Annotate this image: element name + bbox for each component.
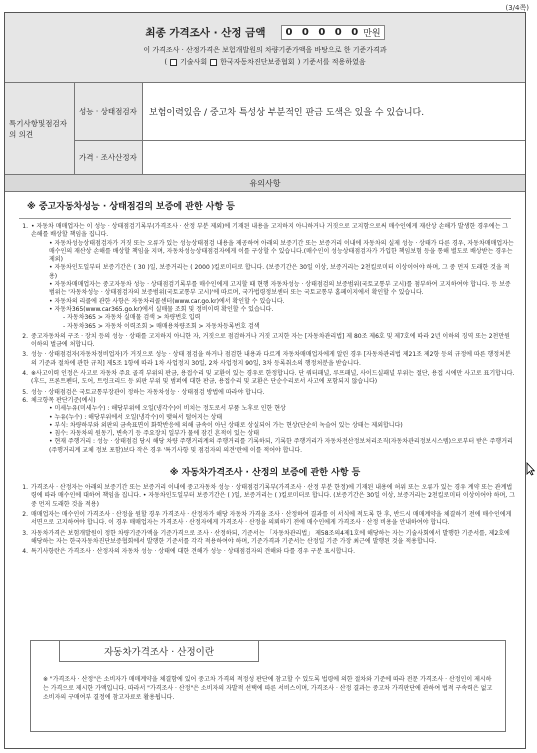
list-item: 6. 체크항목 판단기준(예시) [22,396,96,404]
list-item: 2. 매매업자는 매수인이 가격조사 · 산정을 원할 경우 가격조사 · 산정자가 해당 자동차 가격을 조사 · 산정하여 결과를 이 서식에 적도록 한 후, 반드시 매매계약을 체결하기 전에 매수인에게 서면으로 고지하여야 합니다. 이 경우 매매업자는 가격조사 · 산정자에게 가격조사 · 산정을 의뢰하기 전에 매수인에게 가격조사 · 산정 비용을 안내하여야 합니다. [22,510,512,527]
opinion-table [5,83,525,175]
list-item: • 자동차성능상태점검자가 거짓 또는 오류가 있는 성능상태점검 내용을 제공하여 아래의 보증기간 또는 보증거리 이내에 자동차의 실제 성능 · 상태가 다른 경우, 자동차매매업자는 매수인의 재산상 손해를 배상할 책임을 지며, 자동차성능상태점검자에게 이를 구상할 수 있습니다.(매수인이 성능상태점검자가 가입한 책임보험 등을 통해 별도로 배상받는 경우는 제외) [49,239,514,264]
definition-text: ※ "가격조사 · 산정"은 소비자가 매매계약을 체결함에 있어 중고차 가격의 적정성 판단에 참고할 수 있도록 법령에 의한 절차와 기준에 따라 전문 가격조사 · 산정인이 제시하는 가격으로 제시한 가액입니다. 따라서 "가격조사 · 산정"은 소비자의 자발적 선택에 따른 서비스이며, 가격조사 · 산정 결과는 중고차 가격판단에 관하여 법적 구속력은 없고 소비자의 구매여부 결정에 참고자료로 활용됩니다. [43,676,493,701]
list-item: • 미세누유(미세누수) : 해당부위에 오일(냉각수)이 비치는 정도로서 부품 노후로 인한 현상 [49,405,286,413]
list-item: 3. 자동차가격은 보험개발원이 정한 차량기준가액을 기준가격으로 조사 · 산정하되, 기준서는 「자동차관리법」 제58조의4제1호에 해당하는 자는 기술사회에서 발행한 기준서를, 제2호에 해당하는 자는 한국자동차진단보증협회에서 발행한 기준서를 각각 적용하여야 하며, 기준가격과 기준서는 산정일 기준 가장 최근에 발행된 것을 적용합니다. [22,529,510,545]
car365-link-line: - 자동차365 > 자동차 실매물 검색 > 차량번호 입력 [63,314,201,322]
list-item: • 자동차365(www.car365.go.kr)에서 실매물 조회 및 정비이력 확인할 수 있습니다. [49,305,274,313]
section2-body [5,484,525,556]
list-item: • 부식: 차량하부와 외판의 금속표면이 화학반응에 의해 금속이 아닌 상태로 상실되어 가는 현상(단순히 녹슬어 있는 상태는 제외합니다) [49,421,403,429]
summary-title: 최종 가격조사 · 산정 금액 [145,27,266,39]
list-item: 3. 성능 · 상태점검자(자동차정비업자)가 거짓으로 성능 · 상태 점검을 하거나 점검한 내용과 다르게 자동차매매업자에게 알린 경우 [자동차관리법 제21조 제2항 등의 규정에 따른 행정처분의 기준과 절차에 관한 규칙] 제5조 1항에 따라 1차 사업정지 30일, 2차 사업정지 90일, 3차 등록취소의 행정처분을 받습니다. [22,351,511,367]
inspector-label: 성능 · 상태점검자 [75,83,143,140]
appraiser-label: 가격 · 조사산정자 [75,141,143,174]
option-diagnosis-association: 한국자동차진단보증협회 [220,58,295,66]
notes-header: 유의사항 [5,175,525,192]
list-item: • 자동차인도일부터 보증기간은 ( 30 )일, 보증거리는 ( 2000 )킬로미터로 합니다. (보증기간은 30일 이상, 보증거리는 2천킬로미터 이상이어야 하며, 그 중 먼저 도래한 것을 적용) [49,264,510,280]
page-number: (3/4쪽) [505,4,529,12]
definition-box [30,640,506,732]
checkbox-technical-society[interactable] [170,59,177,66]
list-item: 5. 성능 · 상태점검은 국토교통부장관이 정하는 자동차성능 · 상태점검 방법에 따라야 합니다. [22,388,265,396]
amount-unit: 만원 [363,29,381,39]
list-item: • 자동차매매업자는 중고자동차 성능 · 상태점검기록부를 매수인에게 고지할 때 현행 자동차성능 · 상태점검의 보증범위(국토교통부 고시)를 첨부하여 고지하여야 합니다. 등 보증범위는 '자동차성능 · 상태점검자의 보증범위(국토교통부 고시)'에 따르며, 국가법령정보센터 또는 국토교통부 홈페이지에서 확인할 수 있습니다. [49,281,511,297]
inspector-opinion: 보험이력있음 / 중고차 특성상 부분적인 판금 도색은 있을 수 있습니다. [149,108,425,118]
list-item: 2. 중고자동차의 구조 · 장치 등의 성능 · 상태를 고지하지 아니한 자, 거짓으로 점검하거나 거짓 고지한 자는 [자동차관리법] 제 80조 제6호 및 제7호에 따라 2년 이하의 징역 또는 2천만원 이하의 벌금에 처합니다. [22,332,510,349]
car365-link-line: - 자동차365 > 자동차 이력조회 > 매매용차량조회 > 자동차등록번호 검색 [63,322,260,330]
summary-line-2: ( 기술사회 한국자동차진단보증협회 ) 기준서를 적용하였음 [164,58,366,66]
appraiser-opinion [143,141,525,174]
amount-box [281,25,384,40]
list-item: 1. 가격조사 · 산정자는 아래의 보증기간 또는 보증거리 이내에 중고자동차 성능 · 상태점검기록부(가격조사 · 산정 부분 한정)에 기재된 내용에 허위 또는 오류가 있는 경우 계약 또는 관계법령에 따라 매수인에 대하여 책임을 집니다. • 자동차인도일부터 보증기간은 ( )일, 보증거리는 ( )킬로미터로 합니다. (보증기간은 30일 이상, 보증거리는 2천킬로미터 이상이어야 하며, 그 중 먼저 도래한 것을 적용) [22,484,515,508]
divider [19,218,511,219]
summary-line-1: 이 가격조사 · 산정가격은 보험개발원의 차량기준가액을 바탕으로 한 기준가격과 [143,46,387,54]
list-item: 1. • 자동차 매매업자는 이 성능 · 상태점검기록부(가격조사 · 산정 부분 제외)에 기재된 내용을 고지하지 아니하거나 거짓으로 고지함으로써 매수인에게 재산상 손해가 발생한 경우에는 그 손해를 배상할 책임을 집니다. [22,223,509,239]
section1-title: ※ 중고자동차성능 · 상태점검의 보증에 관한 사항 등 [27,202,235,212]
section1-body [5,223,525,455]
document-frame [4,12,526,749]
checkbox-diagnosis-association[interactable] [210,59,217,66]
list-item: 4. ※사고이력 인정은 사고로 자동차 주요 골격 부위의 판금, 용접수리 및 교환이 있는 경우로 한정합니다. 단 쿼터패널, 루프패널, 사이드실패널 부위는 절단, 용접 시에만 사고로 표기합니다. (후드, 프론트펜더, 도어, 트렁크리드 등 외판 부위 및 범퍼에 대한 판금, 용접수리 및 교환은 단순수리로서 사고에 포함되지 않습니다) [22,370,515,386]
mouse-cursor-icon [526,462,535,476]
amount-digits: 0 0 0 0 0 [285,27,362,38]
definition-title: 자동차가격조사 · 산정이란 [59,640,259,662]
opinion-label: 특기사항및점검자의 의견 [5,83,75,174]
list-item: 4. 특기사항란은 가격조사 · 산정자의 자동차 성능 · 상태에 대한 견해가 성능 · 상태점검자의 견해와 다를 경우 구분 표시합니다. [22,548,356,556]
list-item: • 자동차의 리콜에 관한 사항은 자동차리콜센터(www.car.go.kr)에서 확인할 수 있습니다. [49,297,285,305]
list-item: • 누유(누수) : 해당부위에서 오일(냉각수)이 맺혀서 떨어지는 상태 [49,413,223,421]
list-item: • 침수: 자동차의 원동기, 변속기 등 주요장치 일부가 물에 잠긴 흔적이 있는 상태 [49,430,260,438]
section2-title: ※ 자동차가격조사 · 산정의 보증에 관한 사항 등 [169,468,361,479]
option-technical-society: 기술사회 [180,58,208,66]
list-item: • 현재 주행거리 : 성능 · 상태점검 당시 해당 차량 주행거리계의 주행거리를 기록하되, 기록한 주행거리가 자동차전산정보처리조직(자동차관리정보시스템)으로부터 받은 주행거리(주행거리계 교체 정보 포함)보다 작은 경우 '특기사항 및 점검자의 의견'란에 이를 적어야 합니다. [49,438,513,454]
price-summary [5,13,525,83]
